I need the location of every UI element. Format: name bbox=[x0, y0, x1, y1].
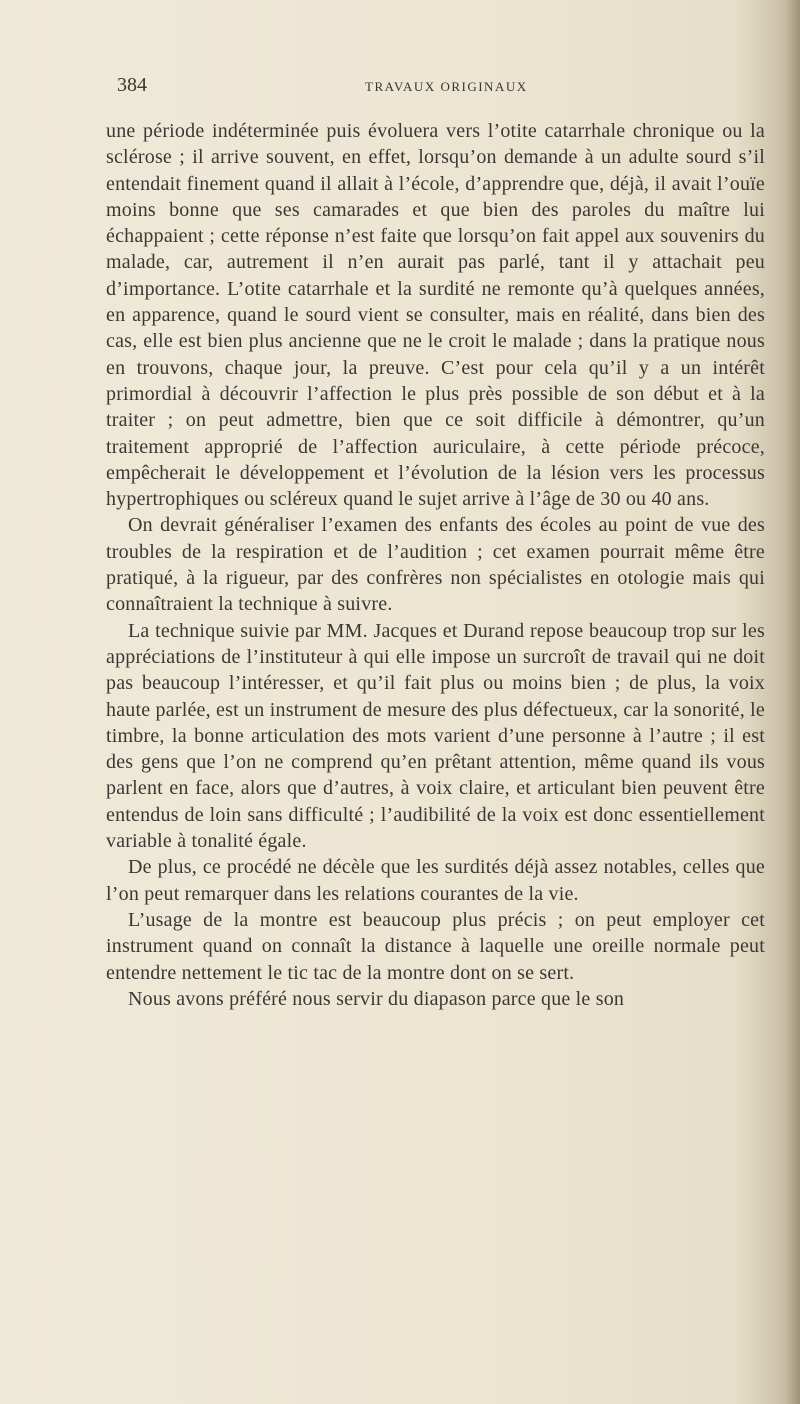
paragraph-tuning-fork: Nous avons préféré nous servir du diapason parce que le son bbox=[128, 987, 625, 1010]
page-number: 384 bbox=[117, 74, 147, 96]
page-edge-shadow bbox=[786, 0, 800, 1404]
paragraph-technique-critique: La technique suivie par MM. Jacques et Durand repose beaucoup trop sur les appréciations de l’instituteur à qui elle impose un surcroît de travail qui ne doit pas beaucoup l’intéresser, et qu’il fait plus ou moins bien ; de plus, la voix haute parlée, est un instrument de mesure des plus défectueux, car la sonorité, le timbre, la bonne articulation des mots varient d’une personne à l’autre ; il est des gens que l’on ne comprend qu’en prêtant attention, même quand ils vous parlent en face, alors que d’autres, à voix claire, et articulant bien peuvent être entendus de loin sans difficulté ; l’audibilité de la voix est donc essentiellement variable à tonalité égale. bbox=[106, 619, 765, 853]
paragraph-continuation: une période indéterminée puis évoluera vers l’otite catarrhale chronique ou la sclérose ; il arrive souvent, en effet, lorsqu’on demande à un adulte sourd s’il entendait finement quand il allait à l’école, d’apprendre que, déjà, il avait l’ouïe moins bonne que ses camarades et que bien des paroles du maître lui échappaient ; cette réponse n’est faite que lorsqu’on fait appel aux souvenirs du malade, car, autrement il n’en aurait pas parlé, tant il y attachait peu d’importance. L’otite catarrhale et la surdité ne remonte qu’à quelques années, en apparence, quand le sourd vient se consulter, mais en réalité, dans bien des cas, elle est bien plus ancienne que ne le croit le malade ; dans la pratique nous en trouvons, chaque jour, la preuve. C’est pour cela qu’il y a un intérêt primordial à découvrir l’affection le plus près possible de son début et à la traiter ; on peut admettre, bien que ce soit difficile à démontrer, qu’un traitement approprié de l’affection auriculaire, à cette période précoce, empêcherait le développement et l’évolution de la lésion vers les processus hypertrophiques ou scléreux quand le sujet arrive à l’âge de 30 ou 40 ans. bbox=[106, 120, 765, 511]
body-text bbox=[106, 118, 765, 1012]
paragraph-watch-usage: L’usage de la montre est beaucoup plus précis ; on peut employer cet instrument quand on connaît la distance à laquelle une oreille normale peut entendre nettement le tic tac de la montre dont on se sert. bbox=[106, 908, 765, 984]
page-header bbox=[117, 74, 767, 104]
paragraph-notable-deafness: De plus, ce procédé ne décèle que les surdités déjà assez notables, celles que l’on peut remarquer dans les relations courantes de la vie. bbox=[106, 856, 765, 905]
running-title: TRAVAUX ORIGINAUX bbox=[365, 79, 528, 94]
paragraph-school-examination: On devrait généraliser l’examen des enfants des écoles au point de vue des troubles de la respiration et de l’audition ; cet examen pourrait même être pratiqué, à la rigueur, par des confrères non spécialistes en otologie mais qui connaîtraient la technique à suivre. bbox=[106, 514, 765, 616]
